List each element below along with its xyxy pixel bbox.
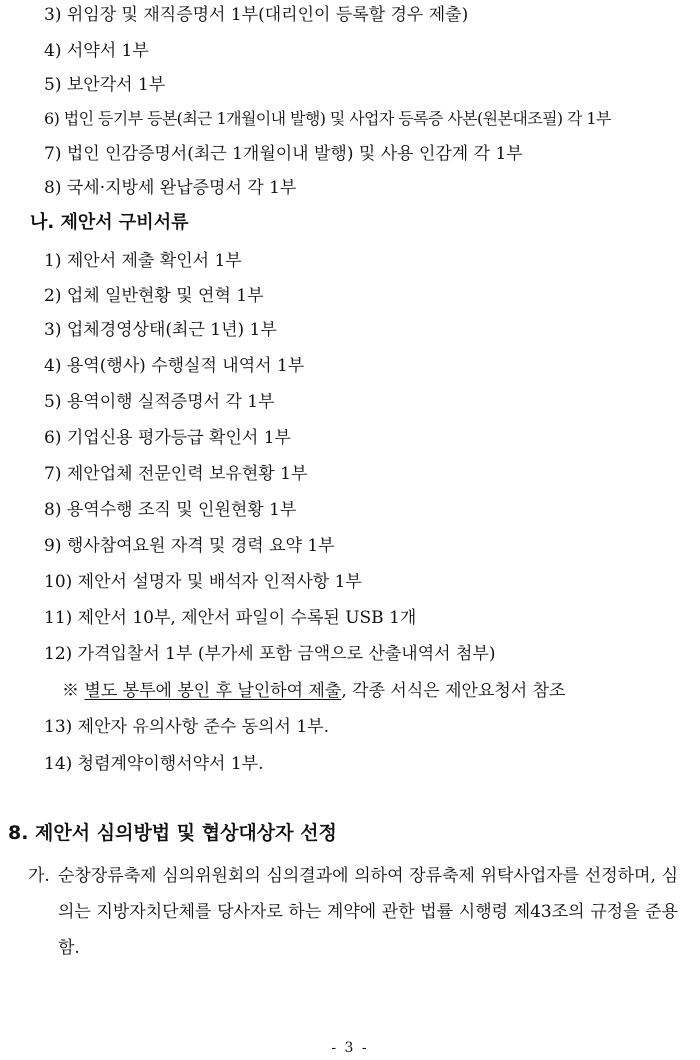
list-item: 6) 기업신용 평가등급 확인서 1부 <box>44 428 291 448</box>
list-item: 13) 제안자 유의사항 준수 동의서 1부. <box>44 717 329 737</box>
list-item: 3) 위임장 및 재직증명서 1부(대리인이 등록할 경우 제출) <box>44 5 469 25</box>
list-item: 2) 업체 일반현황 및 연혁 1부 <box>44 286 264 306</box>
list-item: 12) 가격입찰서 1부 (부가세 포함 금액으로 산출내역서 첨부) <box>44 644 496 664</box>
list-item: 10) 제안서 설명자 및 배석자 인적사항 1부 <box>44 572 362 592</box>
list-item: 1) 제안서 제출 확인서 1부 <box>44 251 242 271</box>
list-item: 8) 용역수행 조직 및 인원현황 1부 <box>44 500 297 520</box>
list-item: 9) 행사참여요원 자격 및 경력 요약 1부 <box>44 536 335 556</box>
note-text: , 각종 서식은 제안요청서 참조 <box>341 681 566 701</box>
page-number: - 3 - <box>331 1040 369 1056</box>
list-item: 8) 국세·지방세 완납증명서 각 1부 <box>44 178 297 198</box>
list-item: 7) 제안업체 전문인력 보유현황 1부 <box>44 464 308 484</box>
list-item: 4) 용역(행사) 수행실적 내역서 1부 <box>44 356 305 376</box>
reference-mark: ※ <box>62 681 85 701</box>
list-item: 5) 용역이행 실적증명서 각 1부 <box>44 392 275 412</box>
list-item: 5) 보안각서 1부 <box>44 75 166 95</box>
list-item: 7) 법인 인감증명서(최근 1개월이내 발행) 및 사용 인감계 각 1부 <box>44 144 523 164</box>
submission-note <box>62 680 565 702</box>
list-item: 3) 업체경영상태(최근 1년) 1부 <box>44 320 277 340</box>
list-item: 14) 청렴계약이행서약서 1부. <box>44 754 264 774</box>
section-paragraph <box>28 858 678 966</box>
list-item: 4) 서약서 1부 <box>44 41 149 61</box>
section-title: 8. 제안서 심의방법 및 협상대상자 선정 <box>8 822 337 844</box>
note-underlined-text: 별도 봉투에 봉인 후 날인하여 제출 <box>84 681 342 701</box>
paragraph-label: 가. <box>28 866 50 886</box>
list-item: 11) 제안서 10부, 제안서 파일이 수록된 USB 1개 <box>44 608 417 628</box>
subsection-title: 나. 제안서 구비서류 <box>30 212 189 233</box>
list-item: 6) 법인 등기부 등본(최근 1개월이내 발행) 및 사업자 등록증 사본(원본대조필) 각 1부 <box>44 109 611 128</box>
paragraph-text: 순창장류축제 심의위원회의 심의결과에 의하여 장류축제 위탁사업자를 선정하며, 심의는 지방자치단체를 당사자로 하는 계약에 관한 법률 시행령 제43조의 규정을 준용함. <box>58 866 678 958</box>
